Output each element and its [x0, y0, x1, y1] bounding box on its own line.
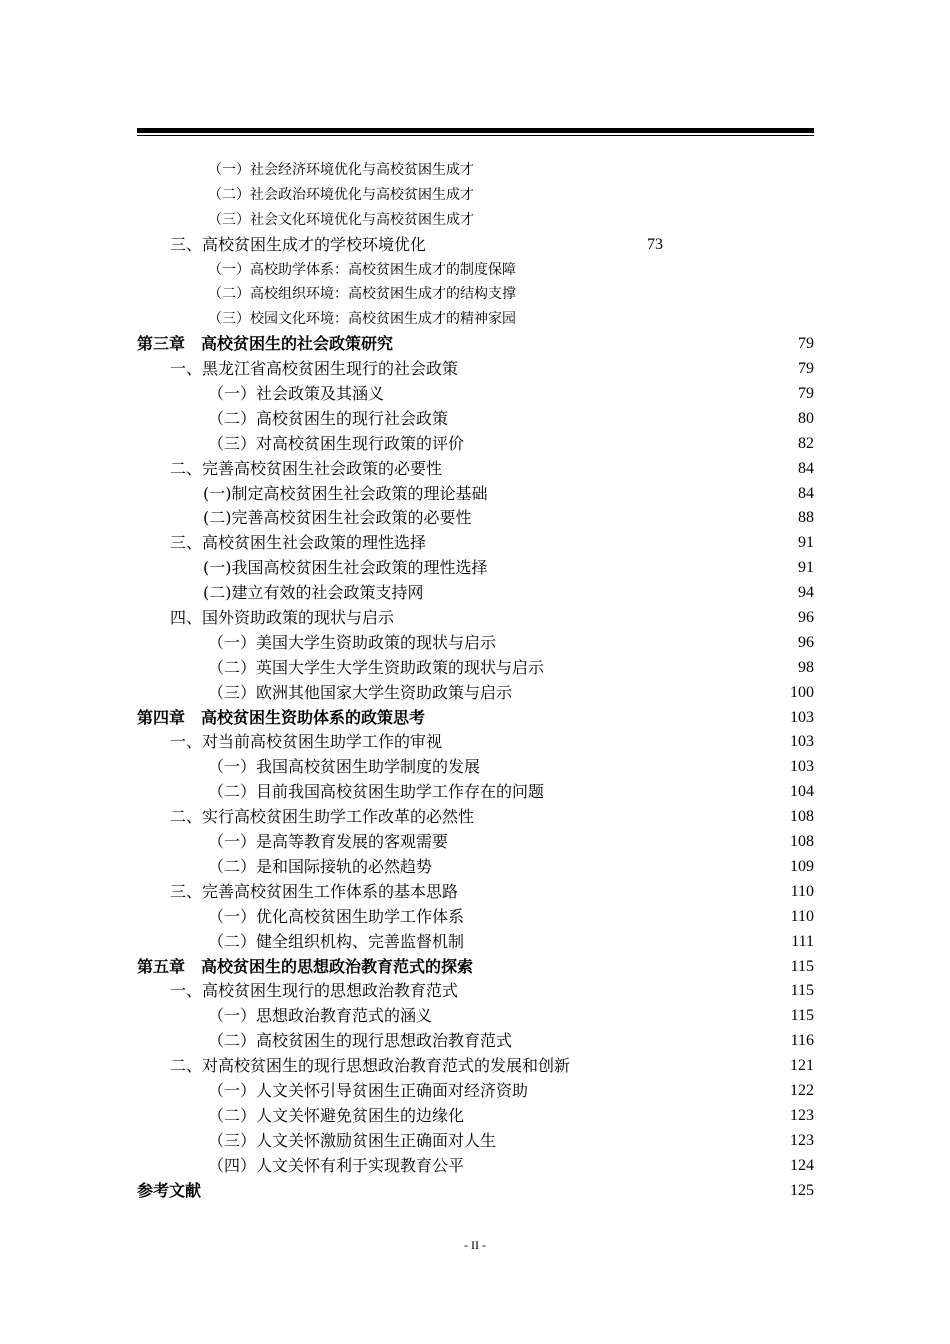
toc-entry-page: 115	[790, 957, 814, 975]
toc-entry-title: 第三章 高校贫困生的社会政策研究	[137, 334, 394, 354]
toc-entry[interactable]	[137, 1004, 814, 1029]
toc-entry-page: 121	[790, 1057, 814, 1075]
toc-entry-title: 一、对当前高校贫困生助学工作的审视	[170, 732, 443, 752]
toc-entry-page: 109	[790, 857, 814, 875]
toc-entry[interactable]	[137, 307, 814, 332]
toc-entry-title: （二）高校组织环境：高校贫困生成才的结构支撑	[208, 286, 516, 303]
toc-entry-page: 96	[798, 609, 814, 627]
toc-entry-title: （二）社会政治环境优化与高校贫困生成才	[208, 186, 474, 203]
toc-entry-page: 123	[790, 1106, 814, 1124]
toc-entry[interactable]	[137, 183, 814, 208]
toc-entry[interactable]	[137, 706, 814, 731]
toc-entry[interactable]	[137, 158, 814, 183]
toc-entry-title: （一）高校助学体系：高校贫困生成才的制度保障	[208, 261, 516, 278]
toc-entry[interactable]	[137, 556, 814, 581]
toc-entry[interactable]	[137, 606, 814, 631]
toc-entry-title: （二）英国大学生大学生资助政策的现状与启示	[208, 657, 545, 677]
toc-entry[interactable]	[137, 755, 814, 780]
toc-entry[interactable]	[137, 880, 814, 905]
toc-entry[interactable]	[137, 681, 814, 706]
toc-entry-title: （一）社会经济环境优化与高校贫困生成才	[208, 162, 474, 178]
toc-entry-title: （一）人文关怀引导贫困生正确面对经济资助	[208, 1080, 529, 1100]
toc-entry-title: （四）人文关怀有利于实现教育公平	[208, 1155, 465, 1175]
toc-entry-title: 四、国外资助政策的现状与启示	[170, 608, 395, 628]
toc-entry-title: 三、高校贫困生成才的学校环境优化	[170, 234, 427, 254]
toc-entry-title: （二）高校贫困生的现行思想政治教育范式	[208, 1031, 513, 1051]
header-rule-thick	[137, 128, 814, 133]
toc-entry-page: 103	[790, 733, 814, 751]
toc-entry-title: （二）健全组织机构、完善监督机制	[208, 931, 465, 951]
toc-entry-page: 84	[798, 459, 814, 477]
toc-entry-page: 79	[798, 360, 814, 378]
toc-entry-page: 108	[790, 833, 814, 851]
toc-entry-title: （三）校园文化环境：高校贫困生成才的精神家园	[208, 311, 516, 328]
toc-entry[interactable]	[137, 631, 814, 656]
toc-entry-page: 88	[798, 509, 814, 527]
toc-entry-title: 第五章 高校贫困生的思想政治教育范式的探索	[137, 956, 474, 976]
toc-entry-title: （一）我国高校贫困生助学制度的发展	[208, 757, 481, 777]
toc-entry-page: 91	[798, 559, 814, 577]
toc-entry-title: （一）优化高校贫困生助学工作体系	[208, 906, 465, 926]
toc-entry-title: (二)建立有效的社会政策支持网	[203, 583, 424, 603]
toc-entry[interactable]	[137, 233, 814, 258]
toc-entry-page: 103	[790, 708, 814, 726]
toc-entry-page: 122	[790, 1081, 814, 1099]
toc-entry-title: （一）是高等教育发展的客观需要	[208, 832, 449, 852]
toc-entry[interactable]	[137, 905, 814, 930]
toc-entry-title: （二）目前我国高校贫困生助学工作存在的问题	[208, 782, 545, 802]
toc-entry-page: 125	[790, 1181, 814, 1199]
toc-entry-page: 73	[647, 235, 663, 253]
toc-entry-title: （二）人文关怀避免贫困生的边缘化	[208, 1105, 465, 1125]
toc-entry-title: 参考文献	[137, 1180, 202, 1200]
toc-entry-page: 115	[790, 982, 814, 1000]
toc-entry[interactable]	[137, 506, 814, 531]
toc-entry-title: 一、黑龙江省高校贫困生现行的社会政策	[170, 359, 459, 379]
toc-entry[interactable]	[137, 780, 814, 805]
toc-entry-page: 103	[790, 758, 814, 776]
page-number: - II -	[464, 1238, 486, 1252]
toc-entry-page: 116	[790, 1032, 814, 1050]
toc-entry-title: （二）高校贫困生的现行社会政策	[208, 408, 449, 428]
toc-entry-page: 91	[798, 534, 814, 552]
toc-entry-page: 100	[790, 683, 814, 701]
toc-entry-title: 三、完善高校贫困生工作体系的基本思路	[170, 881, 459, 901]
toc-entry[interactable]	[137, 432, 814, 457]
toc-entry-title: (一)制定高校贫困生社会政策的理论基础	[203, 483, 488, 503]
toc-entry-title: （三）人文关怀激励贫困生正确面对人生	[208, 1130, 497, 1150]
toc-entry-page: 111	[791, 932, 814, 950]
toc-entry-page: 79	[798, 335, 814, 353]
toc-entry-page: 94	[798, 584, 814, 602]
toc-entry-page: 123	[790, 1131, 814, 1149]
toc-entry-page: 115	[790, 1007, 814, 1025]
toc-entry[interactable]	[137, 1154, 814, 1179]
toc-entry[interactable]	[137, 830, 814, 855]
toc-entry[interactable]	[137, 457, 814, 482]
toc-entry[interactable]	[137, 805, 814, 830]
toc-entry[interactable]	[137, 1104, 814, 1129]
header-rule-thin	[137, 135, 814, 136]
toc-entry-page: 108	[790, 808, 814, 826]
toc-entry[interactable]	[137, 930, 814, 955]
toc-entry-title: （三）对高校贫困生现行政策的评价	[208, 433, 465, 453]
toc-entry-page: 82	[798, 434, 814, 452]
toc-entry-title: （一）美国大学生资助政策的现状与启示	[208, 632, 497, 652]
toc-entry[interactable]	[137, 258, 814, 283]
toc-entry-page: 80	[798, 409, 814, 427]
toc-entry[interactable]	[137, 482, 814, 507]
toc-entry-page: 79	[798, 385, 814, 403]
toc-entry[interactable]	[137, 282, 814, 307]
toc-entry-page: 104	[790, 783, 814, 801]
toc-entry[interactable]	[137, 656, 814, 681]
toc-entry[interactable]	[137, 581, 814, 606]
toc-entry-page: 98	[798, 658, 814, 676]
toc-entry-title: 第四章 高校贫困生资助体系的政策思考	[137, 707, 426, 727]
toc-entry[interactable]	[137, 1179, 814, 1204]
toc-entry-title: （三）欧洲其他国家大学生资助政策与启示	[208, 682, 513, 702]
toc-entry-page: 110	[790, 882, 814, 900]
toc-entry-title: （一）社会政策及其涵义	[208, 384, 385, 404]
toc-entry[interactable]	[137, 357, 814, 382]
table-of-contents	[137, 158, 814, 1203]
toc-entry-title: （三）社会文化环境优化与高校贫困生成才	[208, 211, 474, 228]
toc-entry[interactable]	[137, 208, 814, 233]
toc-entry-page: 96	[798, 633, 814, 651]
toc-entry-title: 二、完善高校贫困生社会政策的必要性	[170, 458, 443, 478]
toc-entry[interactable]	[137, 382, 814, 407]
toc-entry[interactable]	[137, 1079, 814, 1104]
toc-entry[interactable]	[137, 332, 814, 357]
toc-entry[interactable]	[137, 1054, 814, 1079]
toc-entry[interactable]	[137, 1029, 814, 1054]
toc-entry-title: （二）是和国际接轨的必然趋势	[208, 856, 433, 876]
toc-entry-title: 二、对高校贫困生的现行思想政治教育范式的发展和创新	[170, 1056, 571, 1076]
toc-entry-title: 二、实行高校贫困生助学工作改革的必然性	[170, 807, 475, 827]
toc-entry[interactable]	[137, 955, 814, 980]
toc-entry[interactable]	[137, 855, 814, 880]
toc-entry[interactable]	[137, 1129, 814, 1154]
toc-entry[interactable]	[137, 979, 814, 1004]
toc-entry-title: (二)完善高校贫困生社会政策的必要性	[203, 508, 472, 528]
toc-entry-title: (一)我国高校贫困生社会政策的理性选择	[203, 558, 488, 578]
toc-entry-page: 110	[790, 907, 814, 925]
toc-entry-page: 84	[798, 484, 814, 502]
toc-entry-title: 一、高校贫困生现行的思想政治教育范式	[170, 981, 459, 1001]
toc-entry[interactable]	[137, 407, 814, 432]
toc-entry-page: 124	[790, 1156, 814, 1174]
toc-entry-title: 三、高校贫困生社会政策的理性选择	[170, 533, 427, 553]
toc-entry[interactable]	[137, 531, 814, 556]
toc-entry-title: （一）思想政治教育范式的涵义	[208, 1006, 433, 1026]
toc-entry[interactable]	[137, 730, 814, 755]
